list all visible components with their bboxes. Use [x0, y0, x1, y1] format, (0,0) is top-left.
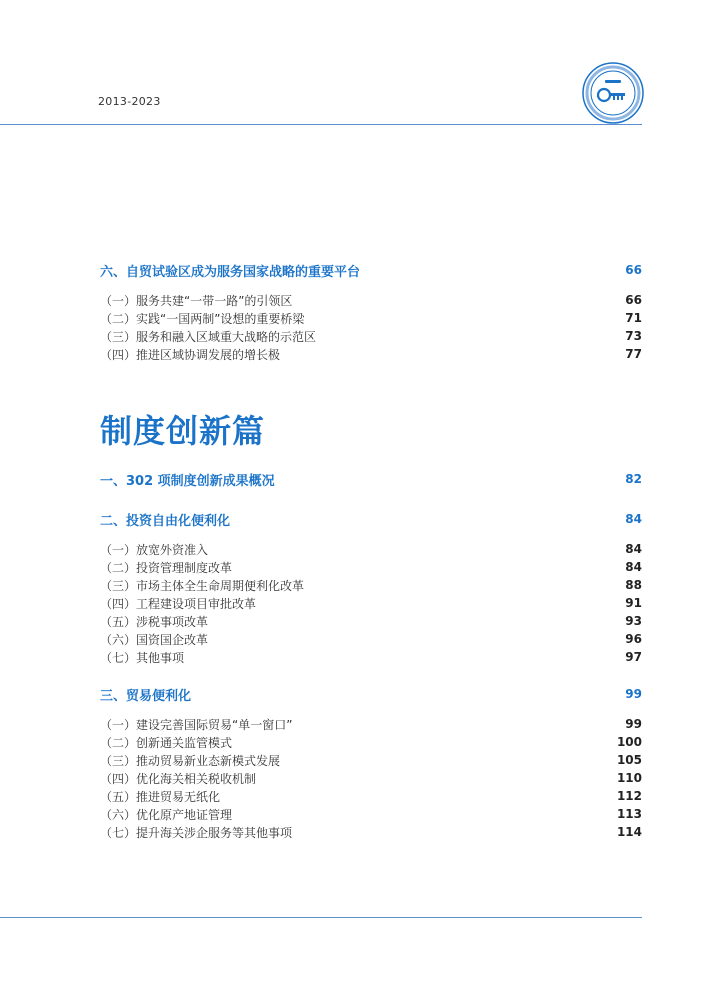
toc-item[interactable] — [100, 715, 642, 733]
toc-item-title: （四）工程建设项目审批改革 — [100, 596, 257, 611]
toc-item-title: （一）服务共建“一带一路”的引领区 — [100, 293, 293, 308]
toc-item-page: 77 — [625, 347, 642, 361]
footer-divider — [0, 917, 642, 918]
toc-item[interactable] — [100, 309, 642, 327]
toc-item-page: 84 — [625, 560, 642, 574]
toc-item[interactable] — [100, 540, 642, 558]
toc-item-title: （三）市场主体全生命周期便利化改革 — [100, 578, 305, 593]
toc-heading-page: 82 — [625, 472, 642, 486]
toc-item-title: （三）推动贸易新业态新模式发展 — [100, 753, 281, 768]
think-tank-logo — [582, 62, 644, 124]
toc-item-title: （三）服务和融入区域重大战略的示范区 — [100, 329, 317, 344]
toc-item-page: 112 — [616, 789, 642, 803]
toc-heading-achievements-overview[interactable] — [100, 470, 642, 488]
toc-item-title: （四）推进区域协调发展的增长极 — [100, 347, 281, 362]
toc-item-title: （二）实践“一国两制”设想的重要桥梁 — [100, 311, 305, 326]
toc-heading-title: 六、自贸试验区成为服务国家战略的重要平台 — [100, 264, 361, 280]
toc-item-title: （一）放宽外资准入 — [100, 542, 209, 557]
toc-heading-investment[interactable] — [100, 510, 642, 528]
toc-item[interactable] — [100, 751, 642, 769]
toc-heading-page: 66 — [625, 263, 642, 277]
toc-item[interactable] — [100, 805, 642, 823]
toc-item-page: 91 — [625, 596, 642, 610]
toc-item-page: 73 — [625, 329, 642, 343]
section-title: 制度创新篇 — [100, 412, 266, 450]
toc-heading-trade[interactable] — [100, 685, 642, 703]
toc-item-title: （七）提升海关涉企服务等其他事项 — [100, 825, 293, 840]
toc-item[interactable] — [100, 327, 642, 345]
toc-item-title: （七）其他事项 — [100, 650, 185, 665]
toc-item[interactable] — [100, 823, 642, 841]
toc-item-page: 114 — [616, 825, 642, 839]
toc-heading-page: 99 — [625, 687, 642, 701]
toc-item-title: （六）国资国企改革 — [100, 632, 209, 647]
toc-item-title: （五）推进贸易无纸化 — [100, 789, 221, 804]
toc-item-page: 105 — [616, 753, 642, 767]
toc-item[interactable] — [100, 630, 642, 648]
toc-item[interactable] — [100, 769, 642, 787]
toc-item[interactable] — [100, 291, 642, 309]
toc-item[interactable] — [100, 648, 642, 666]
toc-item[interactable] — [100, 594, 642, 612]
toc-item-page: 100 — [616, 735, 642, 749]
toc-item[interactable] — [100, 612, 642, 630]
toc-item-title: （二）投资管理制度改革 — [100, 560, 233, 575]
header-year-range: 2013-2023 — [98, 95, 161, 108]
toc-item[interactable] — [100, 787, 642, 805]
toc-heading-page: 84 — [625, 512, 642, 526]
toc-item[interactable] — [100, 733, 642, 751]
toc-item-page: 110 — [616, 771, 642, 785]
toc-item-title: （四）优化海关相关税收机制 — [100, 771, 257, 786]
toc-item-page: 84 — [625, 542, 642, 556]
toc-heading-title: 三、贸易便利化 — [100, 688, 192, 704]
toc-item-page: 96 — [625, 632, 642, 646]
toc-heading-title: 一、302 项制度创新成果概况 — [100, 473, 275, 489]
toc-item-title: （六）优化原产地证管理 — [100, 807, 233, 822]
toc-item-title: （一）建设完善国际贸易“单一窗口” — [100, 717, 293, 732]
toc-item-page: 99 — [625, 717, 642, 731]
toc-item-page: 97 — [625, 650, 642, 664]
toc-item-page: 66 — [625, 293, 642, 307]
toc-item-page: 71 — [625, 311, 642, 325]
toc-item-title: （二）创新通关监管模式 — [100, 735, 233, 750]
header-divider — [0, 124, 642, 125]
toc-item[interactable] — [100, 558, 642, 576]
toc-item-title: （五）涉税事项改革 — [100, 614, 209, 629]
toc-item[interactable] — [100, 345, 642, 363]
toc-heading-strategic-platform[interactable] — [100, 261, 642, 279]
toc-item[interactable] — [100, 576, 642, 594]
toc-item-page: 93 — [625, 614, 642, 628]
toc-heading-title: 二、投资自由化便利化 — [100, 513, 231, 529]
toc-item-page: 113 — [616, 807, 642, 821]
toc-item-page: 88 — [625, 578, 642, 592]
